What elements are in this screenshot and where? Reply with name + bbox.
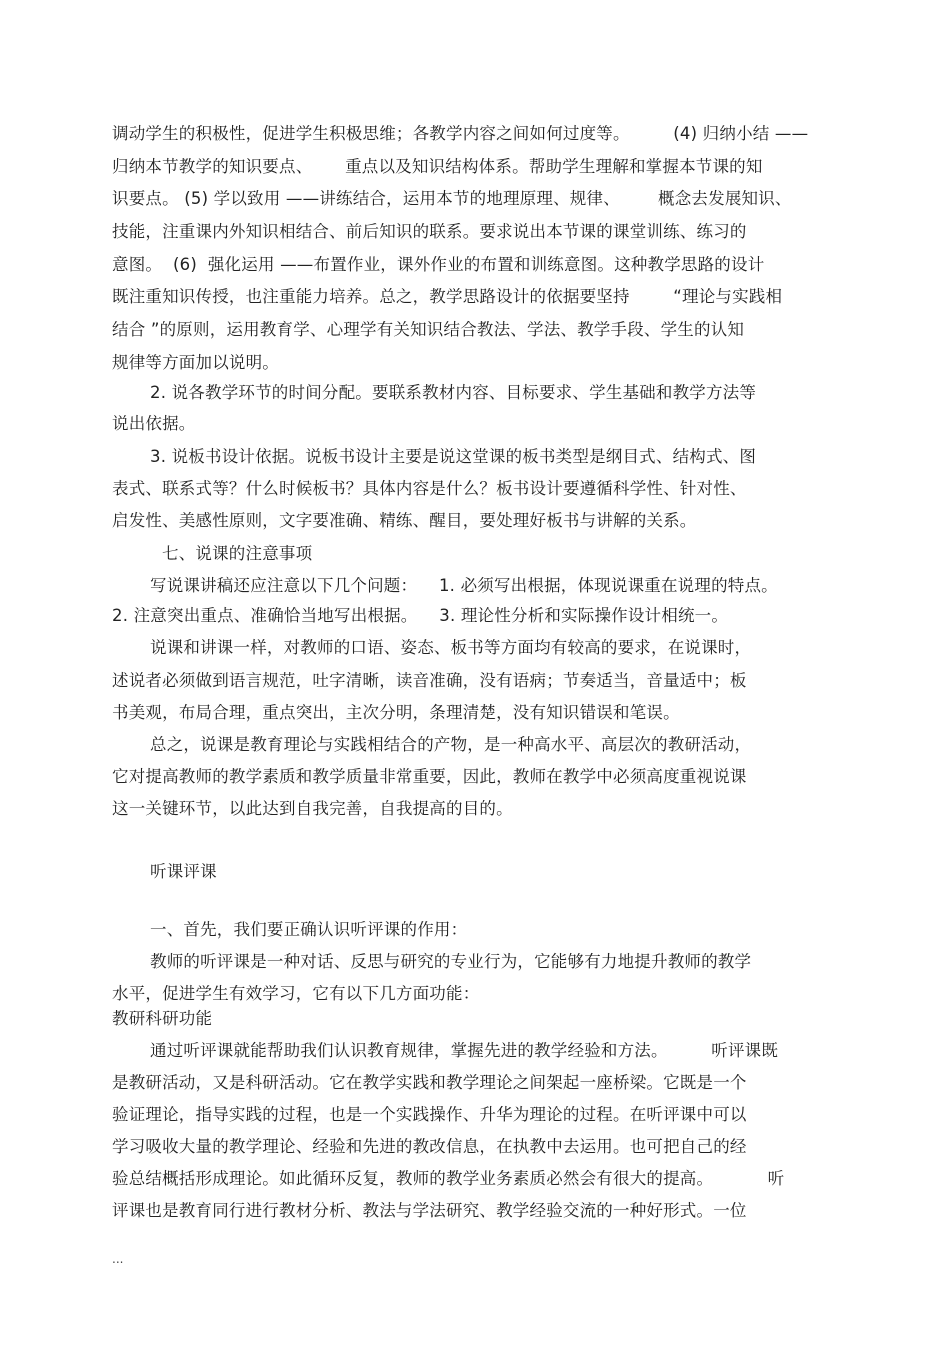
text-line: 学习吸收大量的教学理论、经验和先进的教改信息，在执教中去运用。也可把自己的经 [112, 1137, 747, 1156]
text-line: 2. 说各教学环节的时间分配。要联系教材内容、目标要求、学生基础和教学方法等 [150, 383, 757, 402]
text-line: 既注重知识传授，也注重能力培养。总之，教学思路设计的依据要坚持 “理论与实践相 [112, 287, 783, 306]
text-line: 结合 ”的原则，运用教育学、心理学有关知识结合教法、学法、教学手段、学生的认知 [112, 320, 745, 339]
text-line: 总之，说课是教育理论与实践相结合的产物，是一种高水平、高层次的教研活动， [150, 735, 752, 754]
text-line: 是教研活动，又是科研活动。它在教学实践和教学理论之间架起一座桥梁。它既是一个 [112, 1073, 747, 1092]
text-line: 归纳本节教学的知识要点、 重点以及知识结构体系。帮助学生理解和掌握本节课的知 [112, 157, 763, 176]
text-line: 验总结概括形成理论。如此循环反复，教师的教学业务素质必然会有很大的提高。 听 [112, 1169, 785, 1188]
text-line: 验证理论，指导实践的过程，也是一个实践操作、升华为理论的过程。在听评课中可以 [112, 1105, 747, 1124]
section-title: 听课评课 [150, 862, 217, 881]
text-line: 教师的听评课是一种对话、反思与研究的专业行为，它能够有力地提升教师的教学 [150, 952, 752, 971]
text-line: 评课也是教育同行进行教材分析、教法与学法研究、教学经验交流的一种好形式。一位 [112, 1201, 747, 1220]
text-line: 3. 说板书设计依据。说板书设计主要是说这堂课的板书类型是纲目式、结构式、图 [150, 447, 757, 466]
text-line: 识要点。 (5) 学以致用 ——讲练结合，运用本节的地理原理、规律、 概念去发展知识、 [112, 189, 792, 208]
text-line: 这一关键环节，以此达到自我完善，自我提高的目的。 [112, 799, 513, 818]
text-line: 说课和讲课一样，对教师的口语、姿态、板书等方面均有较高的要求，在说课时， [150, 638, 752, 657]
section-heading: 一、首先，我们要正确认识听评课的作用： [150, 920, 468, 939]
subheading: 教研科研功能 [112, 1009, 213, 1028]
text-line: 说出依据。 [112, 414, 196, 433]
text-line: 2. 注意突出重点、准确恰当地写出根据。 3. 理论性分析和实际操作设计相统一。 [112, 606, 729, 625]
text-line: 调动学生的积极性，促进学生积极思维；各教学内容之间如何过度等。 (4) 归纳小结 —— [112, 124, 809, 143]
text-line: 技能，注重课内外知识相结合、前后知识的联系。要求说出本节课的课堂训练、练习的 [112, 222, 747, 241]
text-line: 水平，促进学生有效学习，它有以下几方面功能： [112, 984, 480, 1003]
text-line: 书美观，布局合理，重点突出，主次分明，条理清楚，没有知识错误和笔误。 [112, 703, 680, 722]
text-line: 规律等方面加以说明。 [112, 353, 279, 372]
text-line: 启发性、美感性原则，文字要准确、精练、醒目，要处理好板书与讲解的关系。 [112, 511, 697, 530]
text-line: 它对提高教师的教学素质和教学质量非常重要，因此，教师在教学中必须高度重视说课 [112, 767, 747, 786]
text-line: 通过听评课就能帮助我们认识教育规律，掌握先进的教学经验和方法。 听评课既 [150, 1041, 779, 1060]
text-line: 表式、联系式等？什么时候板书？具体内容是什么？板书设计要遵循科学性、针对性、 [112, 479, 747, 498]
page-ellipsis: ... [112, 1252, 124, 1266]
text-line: 写说课讲稿还应注意以下几个问题： 1. 必须写出根据，体现说课重在说理的特点。 [150, 576, 778, 595]
section-heading: 七、说课的注意事项 [162, 544, 313, 563]
text-line: 述说者必须做到语言规范，吐字清晰，读音准确，没有语病；节奏适当，音量适中；板 [112, 671, 747, 690]
text-line: 意图。 (6) 强化运用 ——布置作业，课外作业的布置和训练意图。这种教学思路的设计 [112, 255, 765, 274]
